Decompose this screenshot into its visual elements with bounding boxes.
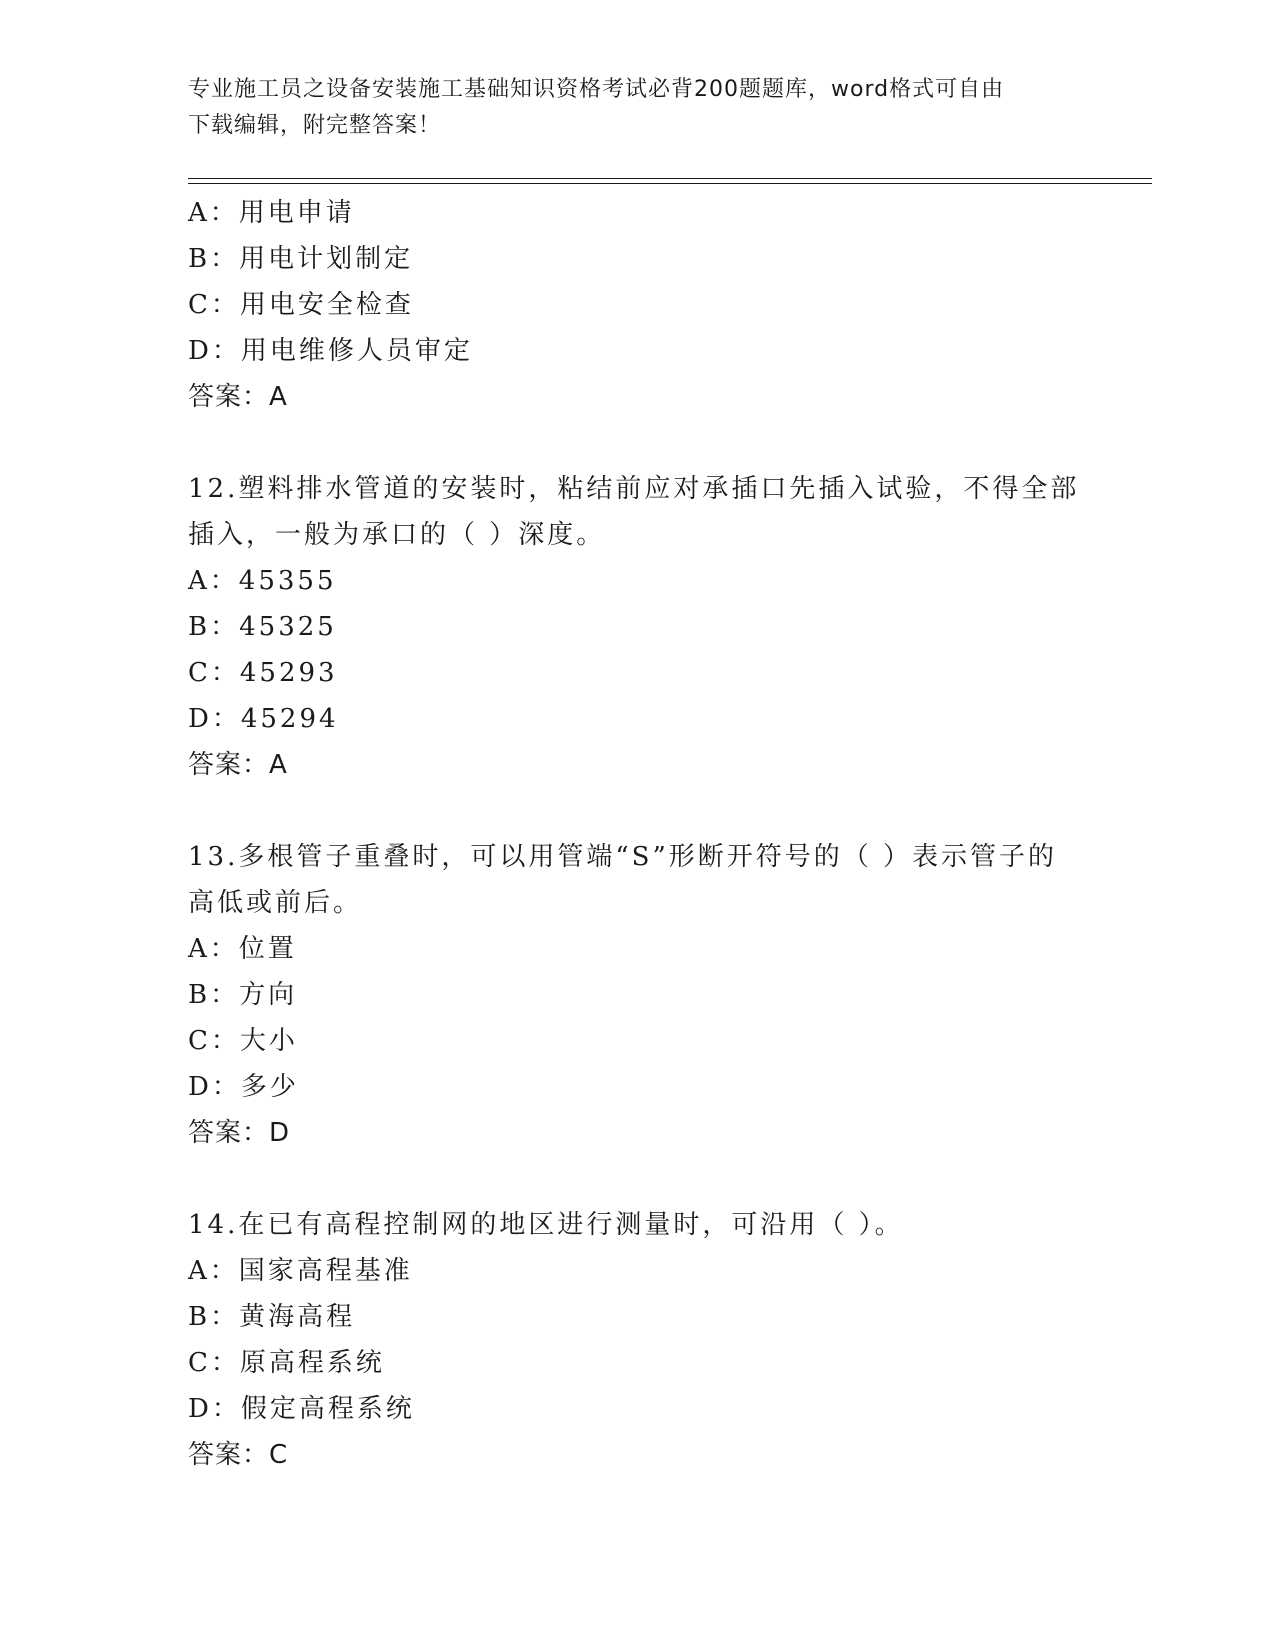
option-b: B：45325	[188, 612, 337, 642]
question-list	[188, 190, 1088, 1478]
option-a: A：用电申请	[188, 198, 355, 228]
option-a: A：位置	[188, 934, 297, 964]
answer: 答案：C	[188, 1440, 289, 1470]
option-d: D：用电维修人员审定	[188, 336, 473, 366]
question-stem: 13.多根管子重叠时，可以用管端“S”形断开符号的（ ）表示管子的	[188, 842, 1058, 872]
document-header	[188, 72, 1078, 144]
header-line-2: 下载编辑，附完整答案！	[188, 113, 442, 138]
answer: 答案：D	[188, 1118, 291, 1148]
option-a: A：国家高程基准	[188, 1256, 413, 1286]
option-d: D：45294	[188, 704, 339, 734]
option-c: C：大小	[188, 1026, 298, 1056]
question-stem-continued: 插入，一般为承口的（ ）深度。	[188, 520, 606, 550]
header-line-1: 专业施工员之设备安装施工基础知识资格考试必背200题题库，word格式可自由	[188, 77, 1005, 102]
option-b: B：方向	[188, 980, 298, 1010]
option-c: C：原高程系统	[188, 1348, 385, 1378]
question-12	[188, 466, 1088, 788]
answer: 答案：A	[188, 750, 288, 780]
question-stem: 14.在已有高程控制网的地区进行测量时，可沿用（ ）。	[188, 1210, 904, 1240]
spacer	[188, 788, 1088, 834]
option-d: D：多少	[188, 1072, 299, 1102]
header-rule-bottom	[188, 183, 1152, 184]
option-a: A：45355	[188, 566, 337, 596]
option-b: B：用电计划制定	[188, 244, 414, 274]
question-13	[188, 834, 1088, 1156]
spacer	[188, 420, 1088, 466]
question-14	[188, 1202, 1088, 1478]
answer: 答案：A	[188, 382, 288, 412]
option-c: C：45293	[188, 658, 338, 688]
question-11	[188, 190, 1088, 420]
spacer	[188, 1156, 1088, 1202]
header-rule-top	[188, 178, 1152, 179]
option-c: C：用电安全检查	[188, 290, 414, 320]
question-stem-continued: 高低或前后。	[188, 888, 363, 918]
option-d: D：假定高程系统	[188, 1394, 415, 1424]
option-b: B：黄海高程	[188, 1302, 356, 1332]
question-stem: 12.塑料排水管道的安装时，粘结前应对承插口先插入试验，不得全部	[188, 474, 1080, 504]
